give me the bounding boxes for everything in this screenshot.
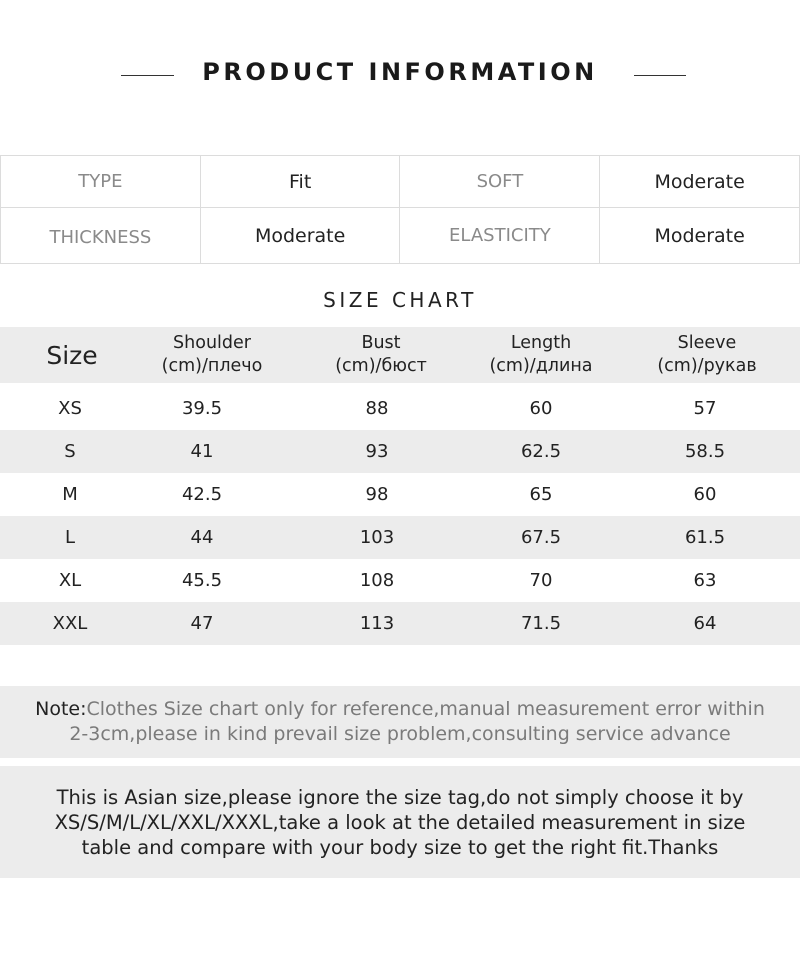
cell-bust: 93 [365,441,389,462]
cell-shoulder: 42.5 [181,484,223,505]
table-row [0,430,800,473]
cell-bust: 113 [359,613,395,634]
header-length-line2: (cm)/длина [489,356,593,376]
header-size [32,327,112,383]
cell-shoulder: 39.5 [181,398,223,419]
cell-length: 70 [529,570,553,591]
header-shoulder-line1: Shoulder [173,333,251,353]
cell-sleeve: 58.5 [684,441,726,462]
cell-length: 65 [529,484,553,505]
cell-shoulder: 47 [190,613,214,634]
table-row [0,602,800,645]
size-chart-title: SIZE CHART [323,288,477,312]
cell-shoulder: 45.5 [181,570,223,591]
header-size-label: Size [46,340,98,370]
title-right-rule [634,75,686,76]
info-row [1,156,800,208]
cell-size: XXL [52,613,88,634]
header-shoulder-line2: (cm)/плечо [161,356,263,376]
cell-bust: 98 [365,484,389,505]
info-key: SOFT [400,156,600,208]
cell-bust: 103 [359,527,395,548]
table-row [0,516,800,559]
header-sleeve-line1: Sleeve [677,333,737,353]
cell-sleeve: 60 [693,484,717,505]
cell-length: 71.5 [520,613,562,634]
cell-size: L [64,527,76,548]
note-label: Note: [35,698,87,720]
info-row [1,208,800,264]
measurement-note [0,686,800,758]
cell-bust: 108 [359,570,395,591]
header-length-line1: Length [510,333,572,353]
size-chart-header [0,327,800,383]
info-key: THICKNESS [1,208,201,264]
note-line-2: 2-3cm,please in kind prevail size problem,consulting service advance [69,723,731,745]
header-bust-line2: (cm)/бюст [335,356,427,376]
header-sleeve-line2: (cm)/рукав [657,356,757,376]
header-bust [311,327,451,383]
cell-size: XL [58,570,82,591]
cell-shoulder: 44 [190,527,214,548]
header-shoulder [142,327,282,383]
cell-sleeve: 61.5 [684,527,726,548]
cell-length: 60 [529,398,553,419]
info-value: Moderate [200,208,400,264]
page-title: PRODUCT INFORMATION [202,58,598,86]
note-line-1 [0,697,800,722]
table-row [0,559,800,602]
cell-sleeve: 57 [693,398,717,419]
cell-size: M [62,484,78,505]
asian-note-line-1: This is Asian size,please ignore the size tag,do not simply choose it by [56,785,744,809]
asian-size-note [0,766,800,878]
cell-size: S [64,441,76,462]
info-value: Moderate [600,208,800,264]
cell-size: XS [58,398,82,419]
table-row [0,473,800,516]
product-info-table [0,155,800,264]
cell-shoulder: 41 [190,441,214,462]
info-key: TYPE [1,156,201,208]
header-length [466,327,616,383]
info-key: ELASTICITY [400,208,600,264]
info-value: Moderate [600,156,800,208]
asian-note-line-2: XS/S/M/L/XL/XXL/XXXL,take a look at the detailed measurement in size [54,810,746,834]
cell-length: 62.5 [520,441,562,462]
cell-sleeve: 64 [693,613,717,634]
cell-length: 67.5 [520,527,562,548]
cell-sleeve: 63 [693,570,717,591]
info-value: Fit [200,156,400,208]
asian-note-line-3: table and compare with your body size to get the right fit.Thanks [81,835,719,859]
note-text-1: Clothes Size chart only for reference,manual measurement error within [86,698,765,720]
cell-bust: 88 [365,398,389,419]
header-sleeve [632,327,782,383]
header-bust-line1: Bust [361,333,401,353]
table-row [0,387,800,430]
